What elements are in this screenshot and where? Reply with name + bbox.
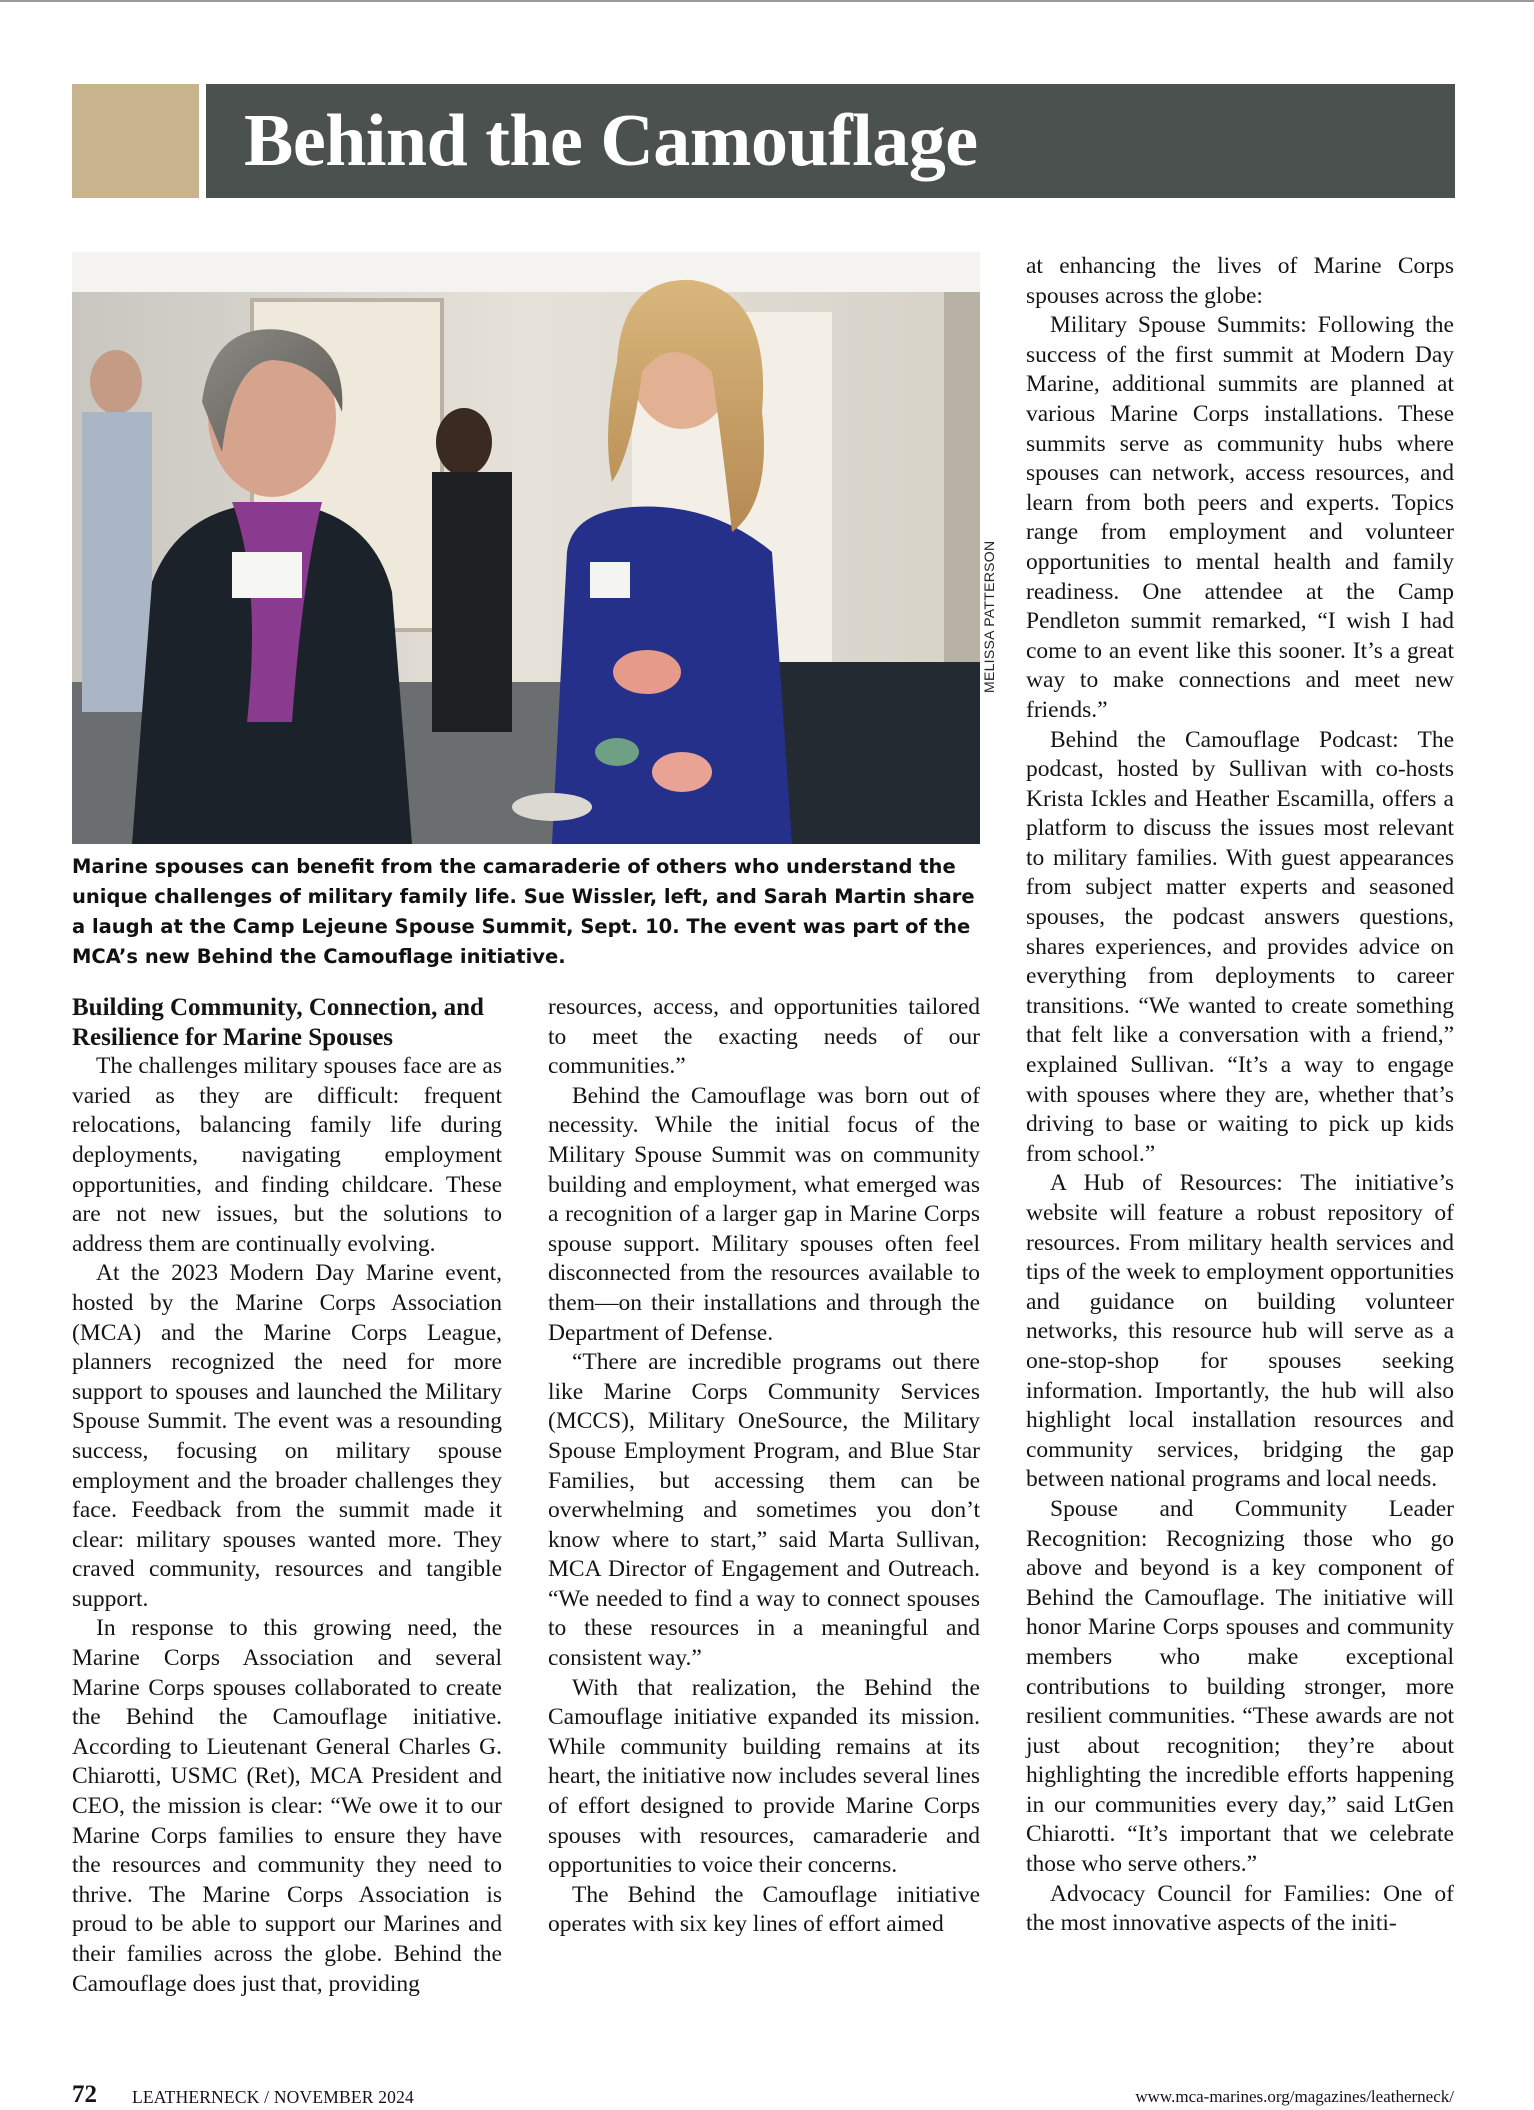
paragraph: At the 2023 Modern Day Marine event, hosted by the Marine Corps Association (MCA) and the Marine Corps League, planners recognized the need for more support to spouses and launched the Military Spouse Summit. The event was a resounding success, focusing on military spouse employment and the broader challenges they face. Feedback from the summit made it clear: military spouses wanted more. They craved community, resources and tangible support. [72,1260,502,1612]
paragraph: at enhancing the lives of Marine Corps spouses across the globe: [1026,253,1454,309]
header-band [206,84,1455,198]
article-photo [72,252,980,844]
photo-illustration [72,252,980,844]
paragraph: Advocacy Council for Families: One of the most innovative aspects of the initi- [1026,1880,1454,1937]
page-title: Behind the Camouflage [244,100,978,182]
article-column-3 [1026,252,1454,1939]
top-rule [0,0,1534,2]
paragraph: Behind the Camouflage was born out of necessity. While the initial focus of the Military Spouse Summit was on community building and employment, what emerged was a recognition of a larger gap in Marine Corps spouse support. Military spouses often feel disconnected from the resources available to them—on their installations and through the Department of Defense. [548,1082,980,1346]
section-heading: Building Community, Connection, and Resilience for Marine Spouses [72,994,484,1051]
article-column-2 [548,993,980,1940]
paragraph: The Behind the Camouflage initiative operates with six key lines of effort aimed [548,1881,980,1938]
paragraph: Spouse and Community Leader Recognition: Recognizing those who go above and beyond is a key component of Behind the Camouflage. The initiative will honor Marine Corps spouses and community members who make exceptional contributions to building stronger, more resilient communities. “These awards are not just about recognition; they’re about highlighting the incredible efforts happening in our communities every day,” said LtGen Chiarotti. “It’s important that we celebrate those who serve others.” [1026,1495,1454,1878]
paragraph: “There are incredible programs out there like Marine Corps Community Services (MCCS), Military OneSource, the Military Spouse Employment Program, and Blue Star Families, but accessing them can be overwhelming and sometimes you don’t know where to start,” said Marta Sullivan, MCA Director of Engagement and Outreach. “We needed to find a way to connect spouses to these resources in a meaningful and consistent way.” [548,1349,980,1672]
photo-credit-text: MELISSA PATTERSON [981,540,997,693]
paragraph: resources, access, and opportunities tailored to meet the exacting needs of our communities.” [548,994,980,1080]
paragraph: Military Spouse Summits: Following the success of the first summit at Modern Day Marine, additional summits are planned at various Marine Corps installations. These summits serve as community hubs where spouses can network, access resources, and learn from both peers and experts. Topics range from employment and volunteer opportunities to mental health and family readiness. One attendee at the Camp Pendleton summit remarked, “I wish I had come to an event like this sooner. It’s a great way to make connections and meet new friends.” [1026,312,1454,723]
paragraph: Behind the Camouflage Podcast: The podcast, hosted by Sullivan with co-hosts Krista Ickles and Heather Escamilla, offers a platform to discuss the issues most relevant to military families. With guest appearances from subject matter experts and seasoned spouses, the podcast answers questions, shares experiences, and provides advice on everything from deployments to career transitions. “We wanted to create something that felt like a conversation with a friend,” explained Sullivan. “It’s a way to engage with spouses where they are, whether that’s driving to base or waiting to pick up kids from school.” [1026,726,1454,1167]
footer-url: www.mca-marines.org/magazines/leatherneck/ [1135,2087,1454,2106]
paragraph: A Hub of Resources: The initiative’s website will feature a robust repository of resources. From military health services and tips of the week to employment opportunities and guidance on building volunteer networks, this resource hub will serve as a one-stop-shop for spouses seeking information. Importantly, the hub will also highlight local installation resources and community services, bridging the gap between national programs and local needs. [1026,1170,1454,1493]
photo-caption: Marine spouses can benefit from the camaraderie of others who understand the unique challenges of military family life. Sue Wissler, left, and Sarah Martin share a laugh at the Camp Lejeune Spouse Summit, Sept. 10. The event was part of the MCA’s new Behind the Camouflage initiative. [72,855,975,968]
page-number: 72 [72,2081,97,2108]
paragraph: The challenges military spouses face are as varied as they are difficult: frequent relocations, balancing family life during deployments, navigating employment opportunities, and finding childcare. These are not new issues, but the solutions to address them are continually evolving. [72,1053,502,1257]
paragraph: With that realization, the Behind the Camouflage initiative expanded its mission. While community building remains at its heart, the initiative now includes several lines of effort designed to provide Marine Corps spouses with resources, camaraderie and opportunities to voice their concerns. [548,1674,980,1879]
article-column-1 [72,993,502,1999]
header-accent-block [72,84,199,198]
paragraph: In response to this growing need, the Marine Corps Association and several Marine Corps spouses collaborated to create the Behind the Camouflage initiative. According to Lieutenant General Charles G. Chiarotti, USMC (Ret), MCA President and CEO, the mission is clear: “We owe it to our Marine Corps families to ensure they have the resources and community they need to thrive. The Marine Corps Association is proud to be able to support our Marines and their families across the globe. Behind the Camouflage does just that, providing [72,1615,502,1997]
publication-line: LEATHERNECK / NOVEMBER 2024 [132,2087,414,2107]
